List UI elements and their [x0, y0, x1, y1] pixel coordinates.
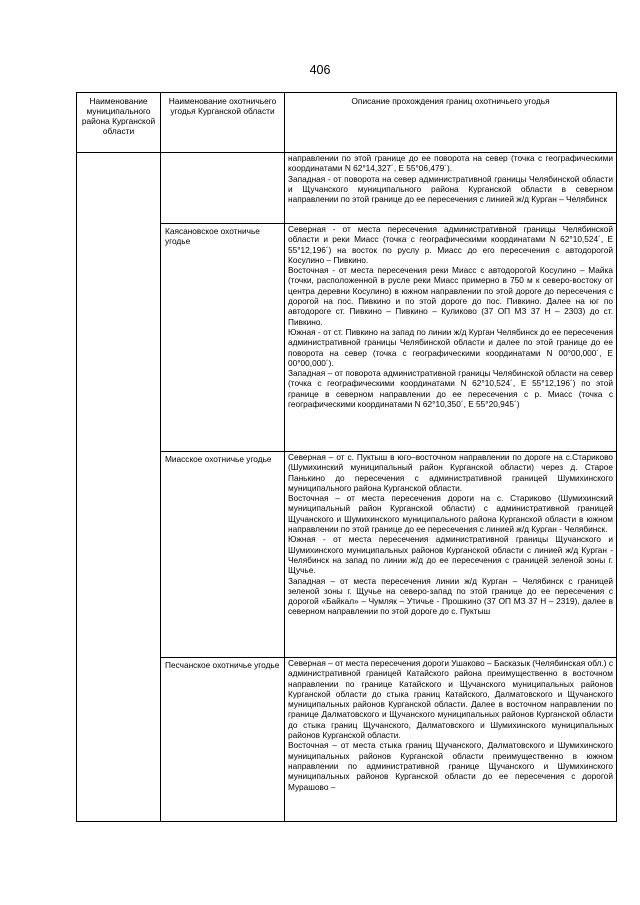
- hunting-ground-name: Каясановское охотничье угодье: [161, 224, 285, 452]
- boundary-paragraph: Западная – от места пересечения линии ж/д Курган – Челябинск с границей зеленой зоны г. Щучье на северо-запад по этой границе до ее пересечения с дорогой «Байкал» – Чумляк – Утичье - Прошкино (37 ОП МЗ 37 Н – 2319), далее в северном направлении по этой дороге до с. Пуктыш: [288, 575, 613, 617]
- header-district: Наименование муниципального района Курганской области: [77, 93, 161, 153]
- boundary-paragraph: Западная – от поворота административной границы Челябинской области на север (точка с географическими координатами N 62°10,524´, E 55°12,196´) по этой границе в северном направлении до ее пересечения с р. Миасс (точка с географическими координатами N 62°10,350´, E 55°20,945´): [288, 368, 613, 410]
- boundary-description: [285, 153, 617, 224]
- boundary-paragraph: Западная - от поворота на север административной границы Челябинской области и Щучанского муниципального района Курганской области в северном направлении по этой границе до ее пересечения с линией ж/д Курган – Челябинск: [288, 173, 613, 205]
- hunting-grounds-table: [76, 92, 617, 822]
- table-header-row: [77, 93, 617, 153]
- hunting-ground-name: Песчанское охотничье угодье: [161, 658, 285, 822]
- boundary-description: [285, 224, 617, 452]
- boundary-paragraph: Северная – от места пересечения дороги Ушаково – Басказык (Челябинская обл.) с административной границей Катайского района преимущественно в восточном направлении по границе Катайского и Щучанского муниципальных районов Курганской области до стыка границ Катайского, Далматовского и Щучанского муниципальных районов Курганской области. Далее в восточном направлении по границе Далматовского и Щучанского муниципальных районов Курганской области до стыка границ Щучанского, Далматовского и Шумихинского муниципальных районов Курганской области.: [288, 658, 613, 741]
- boundary-paragraph: Восточная – от места пересечения дороги на с. Стариково (Шумихинский муниципальный район Курганской области) с административной границей Щучанского и Шумихинского муниципального района Курганской области в южном направлении по этой границе до ее пересечения с линией ж/д Курган - Челябинск.: [288, 493, 613, 535]
- boundary-description: [285, 452, 617, 658]
- boundary-paragraph: Южная - от места пересечения административной границы Щучанского и Шумихинского муниципальных районов Курганской области с линией ж/д Курган - Челябинск на запад по линии ж/д до ее пересечения с границей зеленой зоны г. Щучье.: [288, 534, 613, 576]
- boundary-paragraph: Восточная - от места пересечения реки Миасс с автодорогой Косулино – Майка (точки, расположенной в русле реки Миасс примерно в 750 м к северо-востоку от центра деревни Косулино) в южном направлении по этой дороге до пересечения с дорогой на пос. Пивкино и по этой дороге до пос. Пивкино. Далее на юг по автодороге ст. Пивкино – Пивкино – Куликово (37 ОП МЗ 37 Н – 2303) до ст. Пивкино.: [288, 265, 613, 327]
- boundary-paragraph: Северная - от места пересечения административной границы Челябинской области и реки Миасс (точка с географическими координатами N 62°10,524´, E 55°12,196´) на восток по руслу р. Миасс до его пересечения с автодорогой Косулино – Пивкино.: [288, 224, 613, 265]
- boundary-paragraph: Северная – от с. Пуктыш в юго–восточном направлении по дороге на с.Стариково (Шумихинский муниципальный район Курганской области) через д. Старое Панькино до пересечения с административной границей Шумихинского муниципального района Курганской области.: [288, 452, 613, 493]
- boundary-description: [285, 658, 617, 822]
- district-cell: [77, 153, 161, 822]
- hunting-ground-name: [161, 153, 285, 224]
- boundary-paragraph: Южная - от ст. Пивкино на запад по линии ж/д Курган Челябинск до ее пересечения административной границы Челябинской области и далее по этой границе до ее поворота на север (точка с географическими координатами N 00°00,000´, E 00°00,000´).: [288, 326, 613, 368]
- hunting-ground-name: Миасское охотничье угодье: [161, 452, 285, 658]
- header-hunting-ground: Наименование охотничьего угодья Курганской области: [161, 93, 285, 153]
- page-number: 406: [309, 63, 331, 77]
- header-boundary-description: Описание прохождения границ охотничьего угодья: [285, 93, 617, 153]
- boundary-paragraph: Восточная – от места стыка границ Щучанского, Далматовского и Шумихинского муниципальных районов Курганской области преимущественно в южном направлении по административной границе Щучанского и Шумихинского муниципальных районов Курганской области до ее пересечения с дорогой Мурашово –: [288, 740, 613, 792]
- boundary-paragraph: направлении по этой границе до ее поворота на север (точка с географическими координатами N 62°14,327´, E 55°06,479´).: [288, 153, 613, 174]
- table-row: [77, 153, 617, 224]
